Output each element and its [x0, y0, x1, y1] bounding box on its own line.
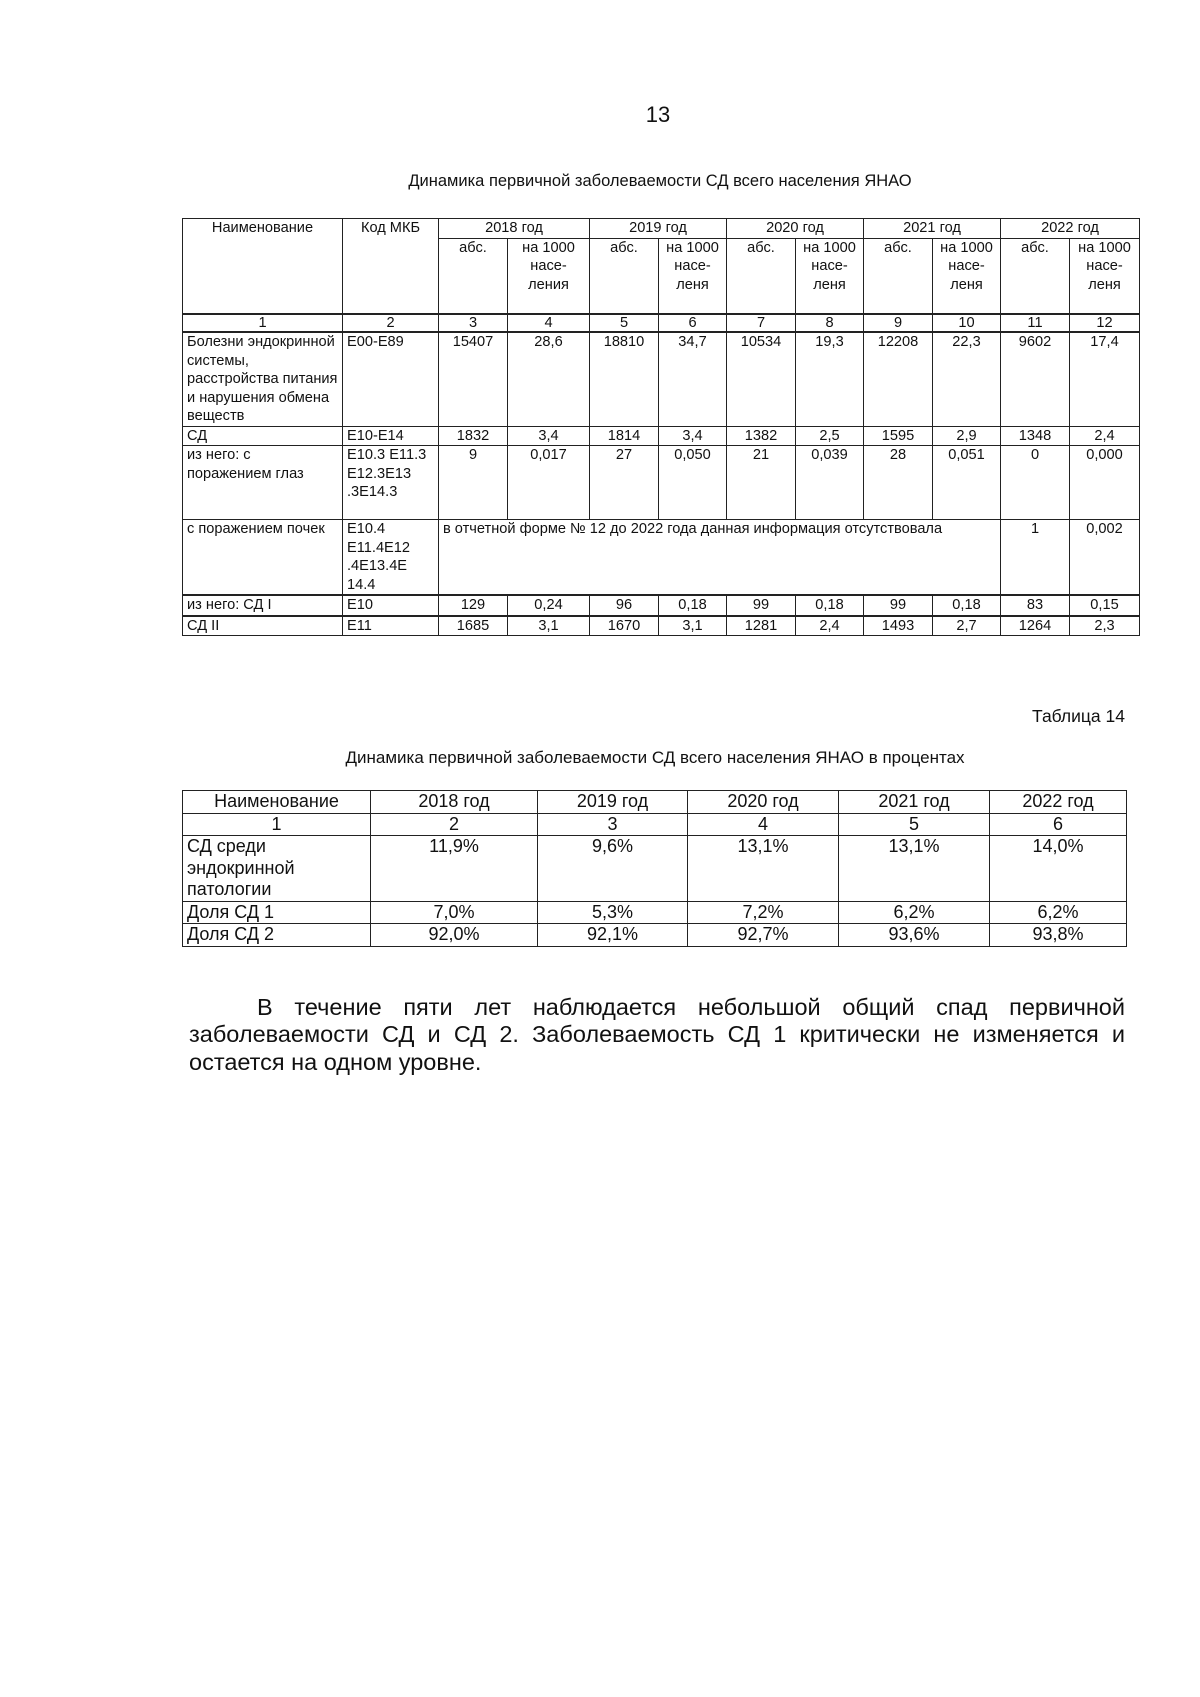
column-number: 2: [343, 314, 439, 332]
cell: 0: [1001, 446, 1070, 520]
cell: 3,1: [508, 616, 590, 636]
cell: 7,0%: [371, 901, 538, 924]
table-row: [183, 426, 1140, 446]
column-number-row: [183, 813, 1127, 836]
page-number: 13: [645, 102, 671, 127]
row-name: Болезни эндокринной системы, расстройства питания и нарушения обмена веществ: [183, 332, 343, 426]
cell: 1595: [864, 426, 933, 446]
header-year: 2019 год: [590, 219, 727, 239]
cell: 12208: [864, 332, 933, 426]
header-abs: абс.: [727, 238, 796, 314]
row-code: E10.3 E11.3 E12.3E13 .3E14.3: [343, 446, 439, 520]
column-number: 12: [1070, 314, 1140, 332]
table-row: [183, 595, 1140, 616]
cell: 0,24: [508, 595, 590, 616]
percent-table: [182, 790, 1127, 947]
cell: 18810: [590, 332, 659, 426]
row-name: из него: СД I: [183, 595, 343, 616]
column-number: 2: [371, 813, 538, 836]
cell: 2,5: [796, 426, 864, 446]
header-cell: 2019 год: [538, 791, 688, 814]
table-row: [183, 901, 1127, 924]
cell: 1264: [1001, 616, 1070, 636]
cell: 1348: [1001, 426, 1070, 446]
row-code: E10.4 E11.4E12 .4E13.4E 14.4: [343, 520, 439, 596]
table-header-row: [183, 219, 1140, 239]
header-year: 2021 год: [864, 219, 1001, 239]
header-cell: 2021 год: [839, 791, 990, 814]
header-cell: 2018 год: [371, 791, 538, 814]
column-number: 6: [659, 314, 727, 332]
header-abs: абс.: [590, 238, 659, 314]
column-number: 3: [538, 813, 688, 836]
cell: 2,3: [1070, 616, 1140, 636]
table-row: [183, 924, 1127, 947]
cell: 0,051: [933, 446, 1001, 520]
cell: 0,15: [1070, 595, 1140, 616]
column-number: 9: [864, 314, 933, 332]
header-abs: абс.: [439, 238, 508, 314]
cell: 5,3%: [538, 901, 688, 924]
column-number: 6: [990, 813, 1127, 836]
header-per1000: на 1000 насе-ления: [508, 238, 590, 314]
cell: 9602: [1001, 332, 1070, 426]
table2-caption: Динамика первичной заболеваемости СД всего населения ЯНАО в процентах: [345, 748, 965, 767]
header-cell: Наименование: [183, 791, 371, 814]
row-name: СД II: [183, 616, 343, 636]
header-cell: 2022 год: [990, 791, 1127, 814]
table2-label: Таблица 14: [1032, 706, 1125, 726]
row-name: с поражением почек: [183, 520, 343, 596]
header-cell: 2020 год: [688, 791, 839, 814]
cell: 92,0%: [371, 924, 538, 947]
header-year: 2018 год: [439, 219, 590, 239]
table-row: [183, 446, 1140, 520]
header-year: 2022 год: [1001, 219, 1140, 239]
cell: 2,9: [933, 426, 1001, 446]
cell: 1685: [439, 616, 508, 636]
header-per1000: на 1000 насе-леня: [933, 238, 1001, 314]
header-abs: абс.: [1001, 238, 1070, 314]
column-number: 5: [839, 813, 990, 836]
cell: 0,017: [508, 446, 590, 520]
cell: 3,4: [508, 426, 590, 446]
cell: 0,039: [796, 446, 864, 520]
column-number: 1: [183, 813, 371, 836]
cell: 34,7: [659, 332, 727, 426]
cell: 9: [439, 446, 508, 520]
cell: 13,1%: [839, 836, 990, 902]
cell: 0,000: [1070, 446, 1140, 520]
cell: 7,2%: [688, 901, 839, 924]
cell: 93,8%: [990, 924, 1127, 947]
cell: 10534: [727, 332, 796, 426]
cell: 93,6%: [839, 924, 990, 947]
column-number: 3: [439, 314, 508, 332]
cell: 15407: [439, 332, 508, 426]
row-name: Доля СД 2: [183, 924, 371, 947]
summary-paragraph: В течение пяти лет наблюдается небольшой общий спад первичной заболеваемости СД и СД 2. Заболеваемость СД 1 критически не изменяется и остается на одном уровне.: [189, 993, 1125, 1075]
cell: 0,18: [933, 595, 1001, 616]
header-abs: абс.: [864, 238, 933, 314]
cell: 3,4: [659, 426, 727, 446]
cell: 0,050: [659, 446, 727, 520]
header-per1000: на 1000 насе-леня: [1070, 238, 1140, 314]
cell: 22,3: [933, 332, 1001, 426]
cell: 1382: [727, 426, 796, 446]
table-row: [183, 616, 1140, 636]
cell: 14,0%: [990, 836, 1127, 902]
table-row: [183, 520, 1140, 596]
column-number: 10: [933, 314, 1001, 332]
cell: 92,1%: [538, 924, 688, 947]
column-number: 8: [796, 314, 864, 332]
header-per1000: на 1000 насе-леня: [796, 238, 864, 314]
column-number: 4: [688, 813, 839, 836]
column-number: 11: [1001, 314, 1070, 332]
table-row: [183, 332, 1140, 426]
cell: 3,1: [659, 616, 727, 636]
cell: 96: [590, 595, 659, 616]
incidence-table: [182, 218, 1140, 636]
cell: 2,4: [796, 616, 864, 636]
header-year: 2020 год: [727, 219, 864, 239]
cell: 83: [1001, 595, 1070, 616]
cell: 9,6%: [538, 836, 688, 902]
column-number: 1: [183, 314, 343, 332]
column-number: 4: [508, 314, 590, 332]
cell: 1670: [590, 616, 659, 636]
cell: 99: [727, 595, 796, 616]
cell: 17,4: [1070, 332, 1140, 426]
column-number: 7: [727, 314, 796, 332]
cell: 1493: [864, 616, 933, 636]
column-number-row: [183, 314, 1140, 332]
row-code: E10: [343, 595, 439, 616]
cell: 28: [864, 446, 933, 520]
row-name: СД: [183, 426, 343, 446]
cell: 1832: [439, 426, 508, 446]
cell: 0,18: [796, 595, 864, 616]
cell: 6,2%: [990, 901, 1127, 924]
cell: 1814: [590, 426, 659, 446]
cell: 28,6: [508, 332, 590, 426]
cell: 27: [590, 446, 659, 520]
cell: 99: [864, 595, 933, 616]
cell: 19,3: [796, 332, 864, 426]
table1-caption: Динамика первичной заболеваемости СД всего населения ЯНАО: [408, 172, 912, 190]
row-name: Доля СД 1: [183, 901, 371, 924]
row-code: E10-E14: [343, 426, 439, 446]
header-per1000: на 1000 насе-леня: [659, 238, 727, 314]
merged-note-cell: в отчетной форме № 12 до 2022 года данная информация отсутствовала: [439, 520, 1001, 596]
row-name: СД среди эндокринной патологии: [183, 836, 371, 902]
cell: 13,1%: [688, 836, 839, 902]
header-name: Наименование: [183, 219, 343, 315]
cell: 2,4: [1070, 426, 1140, 446]
cell: 129: [439, 595, 508, 616]
row-code: E00-E89: [343, 332, 439, 426]
cell: 2,7: [933, 616, 1001, 636]
cell: 1: [1001, 520, 1070, 596]
header-code: Код МКБ: [343, 219, 439, 315]
row-name: из него: с поражением глаз: [183, 446, 343, 520]
cell: 92,7%: [688, 924, 839, 947]
cell: 11,9%: [371, 836, 538, 902]
table-row: [183, 836, 1127, 902]
table-header-row: [183, 791, 1127, 814]
cell: 6,2%: [839, 901, 990, 924]
cell: 0,002: [1070, 520, 1140, 596]
cell: 1281: [727, 616, 796, 636]
row-code: E11: [343, 616, 439, 636]
cell: 21: [727, 446, 796, 520]
cell: 0,18: [659, 595, 727, 616]
column-number: 5: [590, 314, 659, 332]
